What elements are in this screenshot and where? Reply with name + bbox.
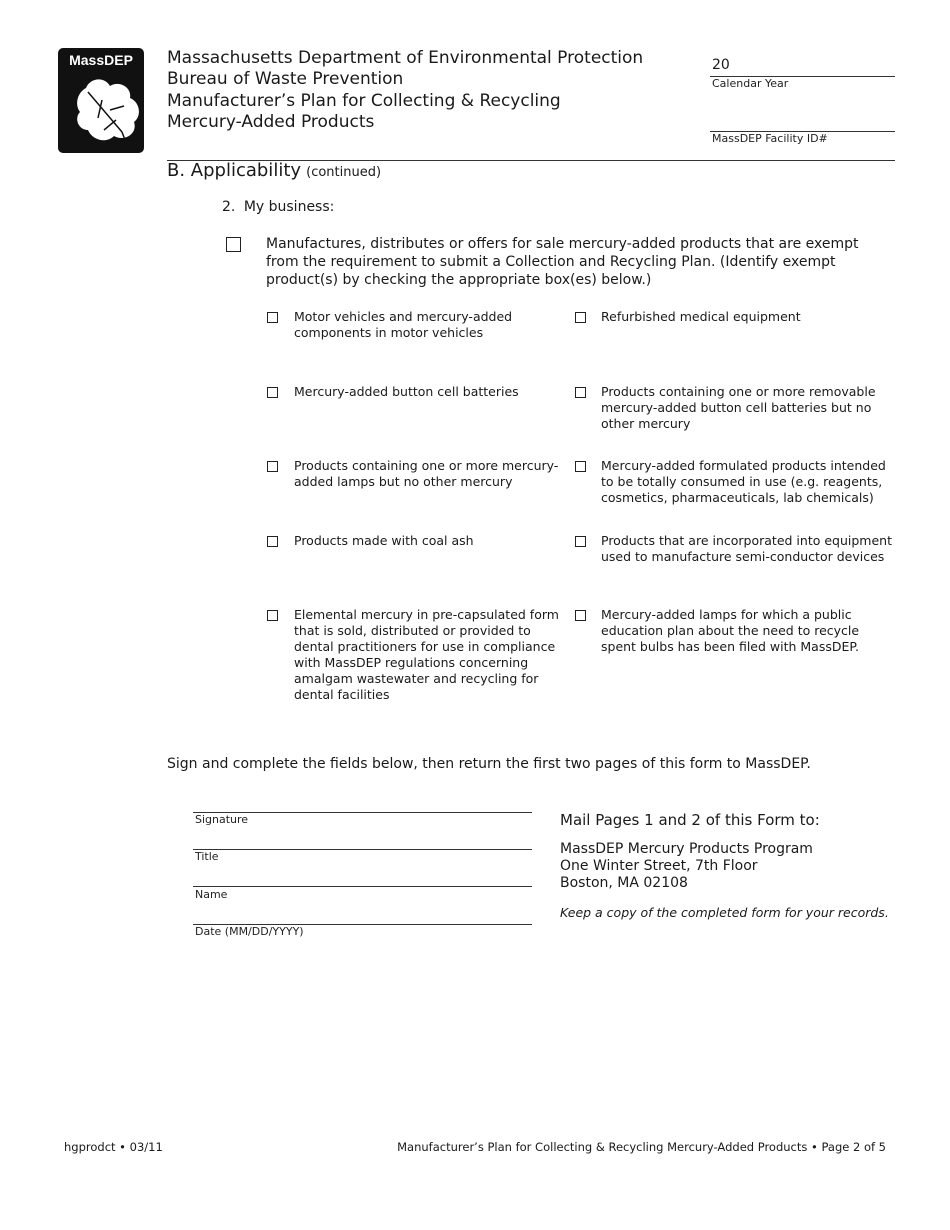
agency-name: Massachusetts Department of Environmental Protection (167, 48, 644, 68)
option-checkbox-formulated-products[interactable] (575, 461, 586, 472)
oak-leaf-icon (58, 48, 144, 153)
option-label-public-education-lamps: Mercury-added lamps for which a public education plan about the need to recycle spent bulbs has been filed with MassDEP. (601, 607, 860, 654)
bureau-name: Bureau of Waste Prevention (167, 69, 404, 89)
option-checkbox-lamps[interactable] (267, 461, 278, 472)
name-label: Name (195, 888, 228, 901)
calendar-year-label: Calendar Year (712, 77, 789, 90)
form-title-line1: Manufacturer’s Plan for Collecting & Recycling (167, 91, 561, 111)
option-checkbox-medical-equipment[interactable] (575, 312, 586, 323)
name-input-line[interactable] (193, 886, 532, 887)
option-checkbox-public-education-lamps[interactable] (575, 610, 586, 621)
mail-address-line1: MassDEP Mercury Products Program (560, 841, 813, 857)
item-label: My business: (243, 199, 335, 215)
date-label: Date (MM/DD/YYYY) (195, 925, 304, 938)
mail-address-line2: One Winter Street, 7th Floor (560, 858, 758, 874)
title-input-line[interactable] (193, 849, 532, 850)
section-subtitle: (continued) (306, 165, 382, 180)
records-note: Keep a copy of the completed form for your records. (560, 905, 889, 920)
option-label-semiconductor: Products that are incorporated into equipment used to manufacture semi-conductor devices (601, 533, 892, 564)
option-checkbox-button-cell[interactable] (267, 387, 278, 398)
item-2-heading (222, 199, 334, 215)
option-label-dental-mercury: Elemental mercury in pre-capsulated form that is sold, distributed or provided to dental practitioners for use in compliance with MassDEP regulations concerning amalgam wastewater and recycling for dental facilities (294, 607, 559, 702)
option-checkbox-dental-mercury[interactable] (267, 610, 278, 621)
mail-address (560, 841, 813, 892)
title-label: Title (195, 850, 219, 863)
option-label-coal-ash: Products made with coal ash (294, 533, 474, 548)
option-label-medical-equipment: Refurbished medical equipment (601, 309, 801, 324)
section-heading (167, 160, 381, 181)
footer-page-info: Manufacturer’s Plan for Collecting & Recycling Mercury-Added Products • Page 2 of 5 (397, 1140, 886, 1154)
signature-label: Signature (195, 813, 249, 826)
item-number: 2. (222, 199, 236, 215)
exempt-products-label: Manufactures, distributes or offers for sale mercury-added products that are exempt from the requirement to submit a Collection and Recycling Plan. (Identify exempt product(s) by checking the appropriate box(es) below.) (266, 236, 859, 288)
option-label-removable-batteries: Products containing one or more removable mercury-added button cell batteries but no other mercury (601, 384, 876, 431)
option-label-formulated-products: Mercury-added formulated products intended to be totally consumed in use (e.g. reagents, cosmetics, pharmaceuticals, lab chemicals) (601, 458, 886, 505)
section-title: B. Applicability (167, 160, 302, 181)
sign-instruction: Sign and complete the fields below, then return the first two pages of this form to MassDEP. (167, 756, 811, 772)
logo-text: MassDEP (69, 52, 133, 68)
option-checkbox-coal-ash[interactable] (267, 536, 278, 547)
option-checkbox-removable-batteries[interactable] (575, 387, 586, 398)
mail-address-line3: Boston, MA 02108 (560, 875, 688, 891)
calendar-year-prefix: 20 (712, 57, 730, 73)
massdep-logo (58, 48, 144, 153)
option-label-motor-vehicles: Motor vehicles and mercury-added components in motor vehicles (294, 309, 513, 340)
form-title-line2: Mercury-Added Products (167, 112, 375, 132)
option-checkbox-motor-vehicles[interactable] (267, 312, 278, 323)
option-label-button-cell: Mercury-added button cell batteries (294, 384, 519, 399)
option-checkbox-semiconductor[interactable] (575, 536, 586, 547)
option-label-lamps: Products containing one or more mercury-added lamps but no other mercury (294, 458, 559, 489)
footer-form-code: hgprodct • 03/11 (64, 1140, 163, 1154)
mail-heading: Mail Pages 1 and 2 of this Form to: (560, 811, 820, 829)
exempt-products-checkbox[interactable] (226, 237, 241, 252)
facility-id-label: MassDEP Facility ID# (712, 132, 828, 145)
